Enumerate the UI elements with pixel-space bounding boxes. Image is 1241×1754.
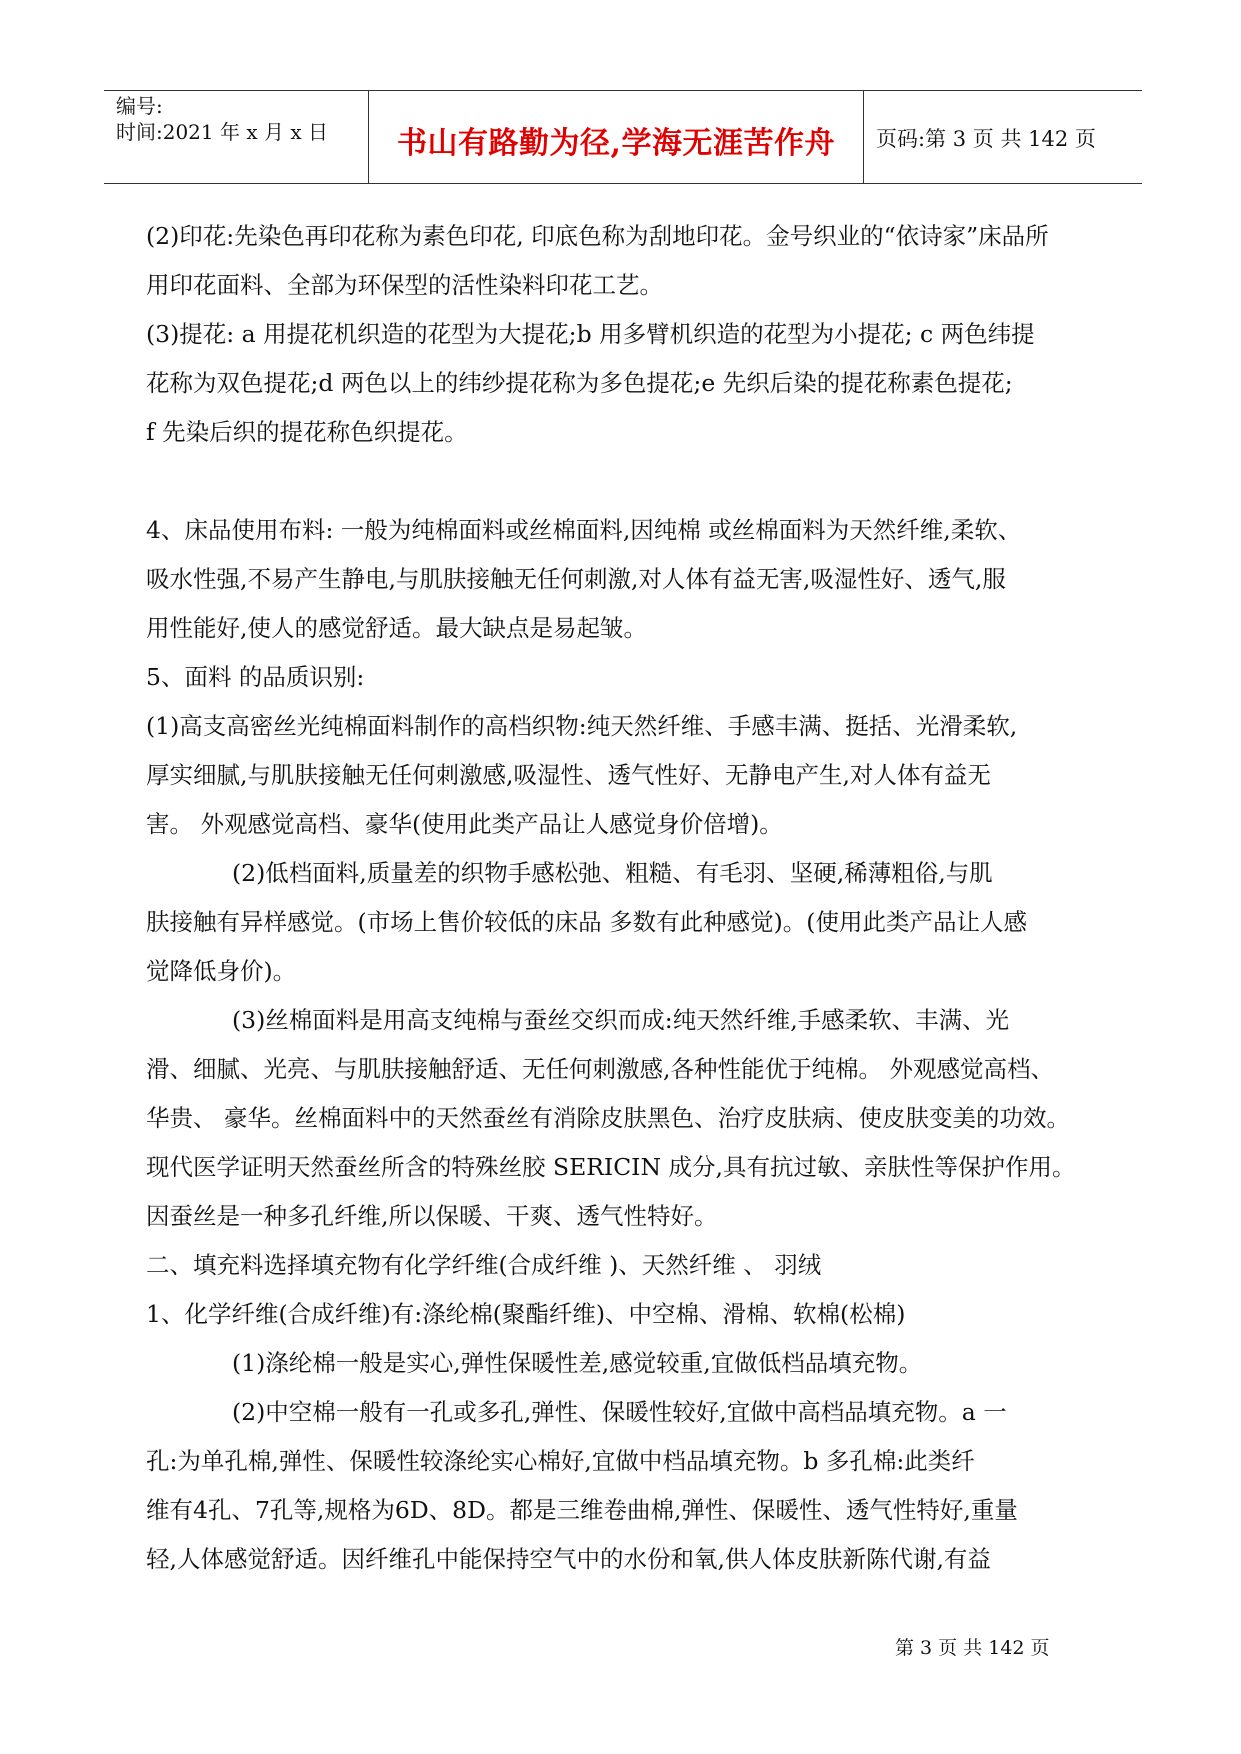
header-meta-cell xyxy=(104,91,369,183)
document-time-label: 时间:2021 年 x 月 x 日 xyxy=(116,120,328,144)
text-line: (3)提花: a 用提花机织造的花型为大提花;b 用多臂机织造的花型为小提花; c 两色纬提 xyxy=(146,320,1035,348)
text-line: 花称为双色提花;d 两色以上的纬纱提花称为多色提花;e 先织后染的提花称素色提花; xyxy=(146,369,1013,397)
text-line: 轻,人体感觉舒适。因纤维孔中能保持空气中的水份和氧,供人体皮肤新陈代谢,有益 xyxy=(146,1545,991,1573)
text-line: 肤接触有异样感觉。(市场上售价较低的床品 多数有此种感觉)。(使用此类产品让人感 xyxy=(146,908,1027,936)
page-header xyxy=(104,90,1142,184)
document-number-label: 编号: xyxy=(116,94,163,118)
text-line: (1)涤纶棉一般是实心,弹性保暖性差,感觉较重,宜做低档品填充物。 xyxy=(232,1349,923,1377)
text-line: 滑、细腻、光亮、与肌肤接触舒适、无任何刺激感,各种性能优于纯棉。 外观感觉高档、 xyxy=(146,1055,1054,1083)
text-line: 用印花面料、全部为环保型的活性染料印花工艺。 xyxy=(146,271,663,299)
text-line: (2)中空棉一般有一孔或多孔,弹性、保暖性较好,宜做中高档品填充物。a 一 xyxy=(232,1398,1007,1426)
document-body xyxy=(146,212,1130,1584)
text-line: 孔:为单孔棉,弹性、保暖性较涤纶实心棉好,宜做中档品填充物。b 多孔棉:此类纤 xyxy=(146,1447,975,1475)
text-line: (2)低档面料,质量差的织物手感松弛、粗糙、有毛羽、坚硬,稀薄粗俗,与肌 xyxy=(232,859,993,887)
text-line: 现代医学证明天然蚕丝所含的特殊丝胶 SERICIN 成分,具有抗过敏、亲肤性等保护作用。 xyxy=(146,1153,1076,1181)
text-line: f 先染后织的提花称色织提花。 xyxy=(146,418,468,446)
text-line: 害。 外观感觉高档、豪华(使用此类产品让人感觉身价倍增)。 xyxy=(146,810,783,838)
text-line: 1、化学纤维(合成纤维)有:涤纶棉(聚酯纤维)、中空棉、滑棉、软棉(松棉) xyxy=(146,1300,906,1328)
text-line: 因蚕丝是一种多孔纤维,所以保暖、干爽、透气性特好。 xyxy=(146,1202,718,1230)
header-page-cell xyxy=(864,91,1142,183)
text-line: 5、面料 的品质识别: xyxy=(146,663,365,691)
page-footer: 第 3 页 共 142 页 xyxy=(895,1637,1050,1659)
header-motto: 书山有路勤为径,学海无涯苦作舟 xyxy=(397,126,835,161)
text-line: 觉降低身价)。 xyxy=(146,957,297,985)
text-line: 维有4孔、7孔等,规格为6D、8D。都是三维卷曲棉,弹性、保暖性、透气性特好,重量 xyxy=(146,1496,1018,1524)
text-line: (2)印花:先染色再印花称为素色印花, 印底色称为刮地印花。金号织业的“依诗家”床品所 xyxy=(146,222,1049,250)
text-line: 吸水性强,不易产生静电,与肌肤接触无任何刺激,对人体有益无害,吸湿性好、透气,服 xyxy=(146,565,1006,593)
text-line: 华贵、 豪华。丝棉面料中的天然蚕丝有消除皮肤黑色、治疗皮肤病、使皮肤变美的功效。 xyxy=(146,1104,1070,1132)
text-line: (1)高支高密丝光纯棉面料制作的高档织物:纯天然纤维、手感丰满、挺括、光滑柔软, xyxy=(146,712,1018,740)
text-line: 用性能好,使人的感觉舒适。最大缺点是易起皱。 xyxy=(146,614,647,642)
header-motto-cell xyxy=(369,91,864,183)
text-line: 厚实细腻,与肌肤接触无任何刺激感,吸湿性、透气性好、无静电产生,对人体有益无 xyxy=(146,761,991,789)
header-page-info: 页码:第 3 页 共 142 页 xyxy=(876,127,1096,151)
text-line: 4、床品使用布料: 一般为纯棉面料或丝棉面料,因纯棉 或丝棉面料为天然纤维,柔软、 xyxy=(146,516,1022,544)
text-line: (3)丝棉面料是用高支纯棉与蚕丝交织而成:纯天然纤维,手感柔软、丰满、光 xyxy=(232,1006,1010,1034)
text-line: 二、填充料选择填充物有化学纤维(合成纤维 )、天然纤维 、 羽绒 xyxy=(146,1251,822,1279)
